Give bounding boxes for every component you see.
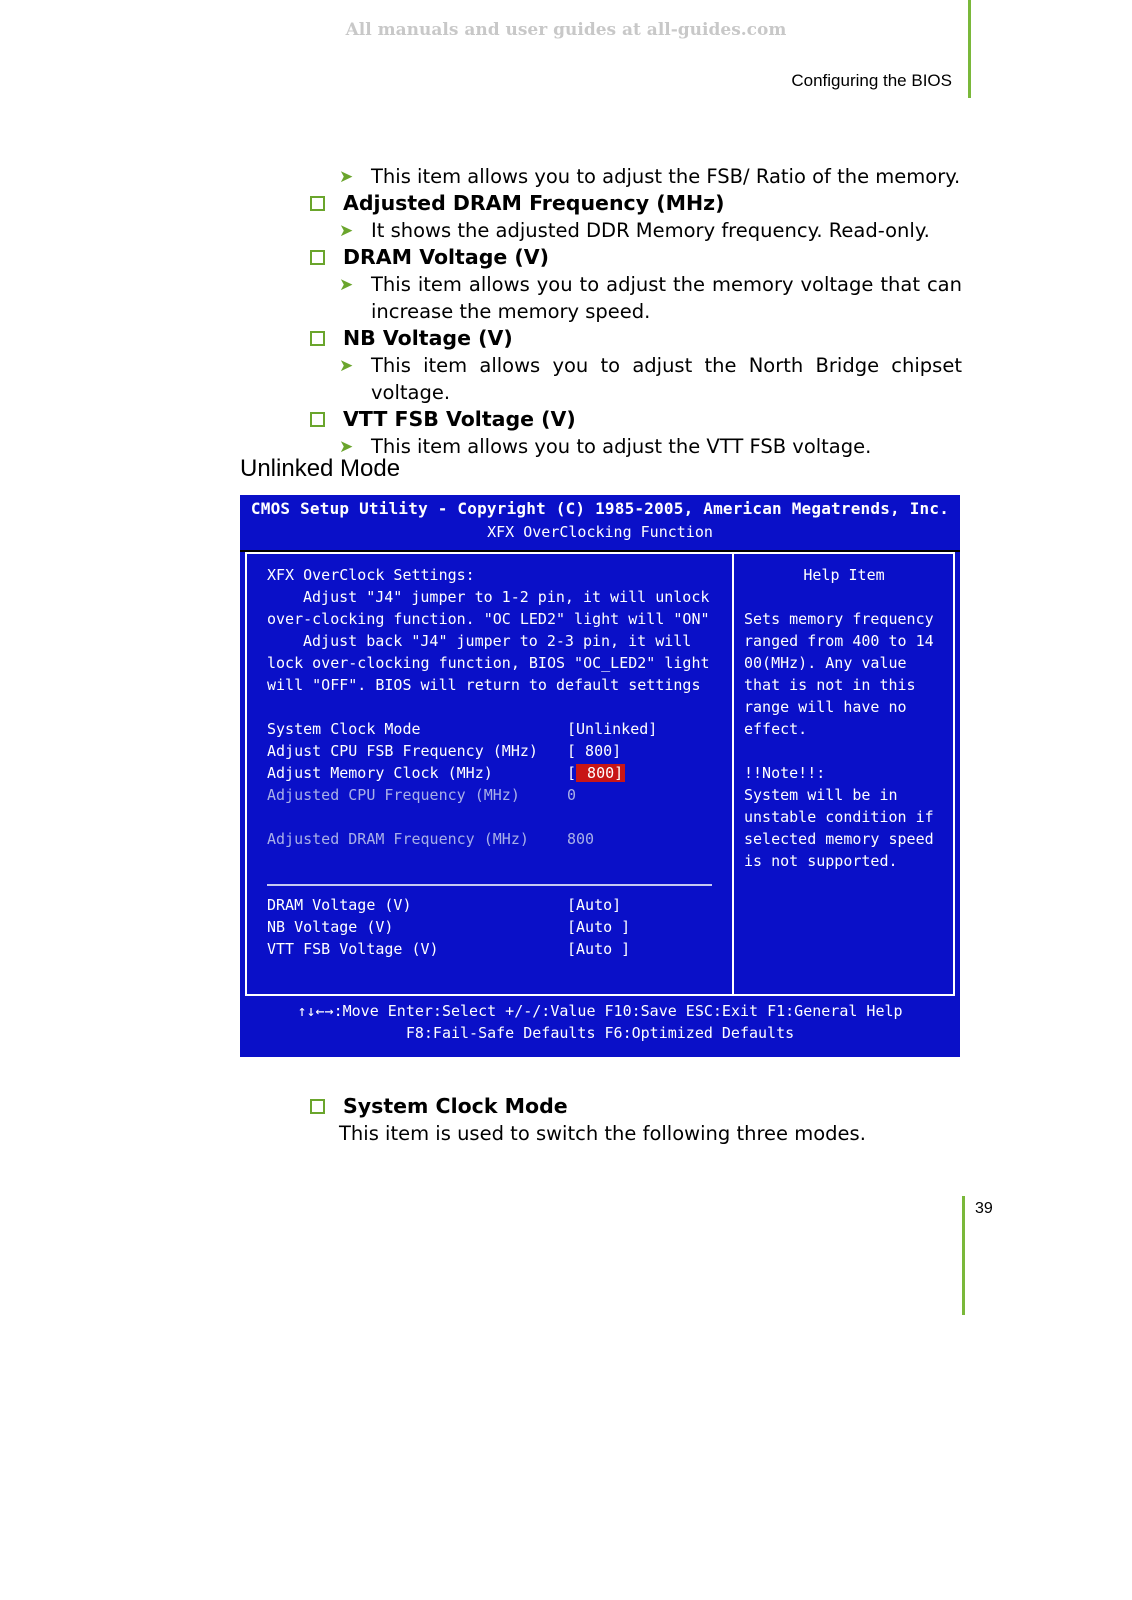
bios-subtitle: XFX OverClocking Function [487, 523, 713, 541]
arrow-bullet-icon: ➤ [339, 221, 354, 241]
heading-text: DRAM Voltage (V) [343, 245, 550, 269]
bios-panel [245, 552, 955, 996]
bios-row-system-clock-mode[interactable] [267, 718, 717, 740]
footer-rule [962, 1196, 965, 1315]
bios-screenshot [240, 495, 960, 1057]
bios-note-line: over-clocking function. "OC LED2" light will "ON" [267, 610, 710, 628]
bios-row-value: [Auto ] [567, 940, 631, 958]
item-heading [305, 190, 962, 217]
bios-help-line [744, 740, 944, 762]
bios-row-cpu-fsb[interactable] [267, 740, 717, 762]
bullet-item [305, 352, 962, 406]
checkbox-bullet-icon [310, 331, 325, 346]
item-heading [305, 325, 962, 352]
checkbox-bullet-icon [310, 250, 325, 265]
bullet-text: It shows the adjusted DDR Memory frequency. Read-only. [371, 219, 930, 242]
heading-text: Adjusted DRAM Frequency (MHz) [343, 191, 725, 215]
bios-help-line: effect. [744, 720, 808, 738]
heading-text: NB Voltage (V) [343, 326, 513, 350]
item-heading [305, 406, 962, 433]
bios-row-value: [Auto] [567, 896, 622, 914]
bios-separator [267, 884, 712, 886]
bios-help-line: unstable condition if [744, 808, 934, 826]
bios-row-value: 0 [567, 786, 577, 804]
item-heading [305, 1093, 962, 1120]
bios-note-line: lock over-clocking function, BIOS "OC_LED2" light [267, 654, 710, 672]
bios-help-line: range will have no [744, 698, 907, 716]
bios-row-dram-voltage[interactable] [267, 894, 717, 916]
bios-row-vtt-fsb-voltage[interactable] [267, 938, 717, 960]
bios-row-label: Adjust Memory Clock (MHz) [267, 764, 493, 782]
bios-row-label: Adjust CPU FSB Frequency (MHz) [267, 742, 538, 760]
bios-row-value [567, 762, 625, 784]
bios-selected-value[interactable]: 800] [578, 764, 624, 782]
bios-help-line: ranged from 400 to 14 [744, 632, 934, 650]
bios-row-label: System Clock Mode [267, 720, 421, 738]
bios-row-label: Adjusted CPU Frequency (MHz) [267, 786, 520, 804]
bios-row-memory-clock[interactable] [267, 762, 717, 784]
bios-help-line [744, 586, 944, 608]
bios-value-bracket: [ [567, 764, 577, 782]
bios-note-line: will "OFF". BIOS will return to default settings [267, 676, 701, 694]
arrow-bullet-icon: ➤ [339, 167, 354, 187]
bios-title-bar [240, 495, 960, 552]
bullet-text: This item allows you to adjust the FSB/ Ratio of the memory. [371, 165, 961, 188]
heading-text: System Clock Mode [343, 1094, 568, 1118]
arrow-bullet-icon: ➤ [339, 275, 354, 295]
bios-key-legend-line: ↑↓←→:Move Enter:Select +/-/:Value F10:Save ESC:Exit F1:General Help [297, 1002, 903, 1020]
bios-title: CMOS Setup Utility - Copyright (C) 1985-2005, American Megatrends, Inc. [250, 499, 950, 518]
top-content [305, 163, 962, 460]
bios-settings-heading: XFX OverClock Settings: [267, 566, 475, 584]
bios-help-line: Sets memory frequency [744, 610, 934, 628]
bios-row-label: VTT FSB Voltage (V) [267, 940, 439, 958]
bios-help-line: is not supported. [744, 852, 898, 870]
bios-note-line: Adjust "J4" jumper to 1-2 pin, it will unlock [303, 588, 710, 606]
bios-help-line: selected memory speed [744, 830, 934, 848]
bullet-item [305, 433, 962, 460]
bullet-text: This item allows you to adjust the VTT FSB voltage. [371, 435, 872, 458]
bios-help-title: Help Item [803, 566, 885, 584]
section-title: Unlinked Mode [240, 455, 401, 482]
arrow-bullet-icon: ➤ [339, 437, 354, 457]
bios-help-line: that is not in this [744, 676, 916, 694]
bullet-item [305, 271, 962, 325]
bios-key-legend-line: F8:Fail-Safe Defaults F6:Optimized Defaults [405, 1024, 795, 1042]
watermark: All manuals and user guides at all-guides.com [345, 20, 787, 40]
bullet-item [305, 217, 962, 244]
arrow-bullet-icon: ➤ [339, 356, 354, 376]
checkbox-bullet-icon [310, 412, 325, 427]
bios-note-line: Adjust back "J4" jumper to 2-3 pin, it will [303, 632, 692, 650]
bios-row-value: [Auto ] [567, 918, 631, 936]
bios-row-value: [ 800] [567, 742, 622, 760]
header-rule [968, 0, 971, 98]
bios-row-label: DRAM Voltage (V) [267, 896, 412, 914]
bios-help-line: 00(MHz). Any value [744, 654, 907, 672]
bios-row-value: [Unlinked] [567, 720, 658, 738]
bullet-text: This item allows you to adjust the North Bridge chipset voltage. [371, 354, 962, 404]
bullet-text: This item allows you to adjust the memory voltage that can increase the memory speed. [371, 273, 962, 323]
bios-row-adjusted-dram [267, 828, 717, 850]
checkbox-bullet-icon [310, 1099, 325, 1114]
bios-key-legend [240, 1000, 960, 1044]
bios-help-panel [744, 564, 944, 872]
bios-settings-panel [267, 564, 717, 958]
bios-row-label: NB Voltage (V) [267, 918, 394, 936]
heading-text: VTT FSB Voltage (V) [343, 407, 576, 431]
bios-row-label: Adjusted DRAM Frequency (MHz) [267, 830, 529, 848]
bios-help-line: System will be in [744, 786, 898, 804]
checkbox-bullet-icon [310, 196, 325, 211]
bullet-item [305, 163, 962, 190]
bios-row-nb-voltage[interactable] [267, 916, 717, 938]
after-content [305, 1093, 962, 1147]
bios-row-value: 800 [567, 830, 595, 848]
bios-help-line: !!Note!!: [744, 764, 826, 782]
page-number: 39 [975, 1200, 993, 1217]
item-heading [305, 244, 962, 271]
body-text: This item is used to switch the following three modes. [339, 1122, 866, 1145]
header-title: Configuring the BIOS [791, 71, 952, 90]
bios-row-adjusted-cpu [267, 784, 717, 806]
bios-divider [732, 554, 734, 994]
